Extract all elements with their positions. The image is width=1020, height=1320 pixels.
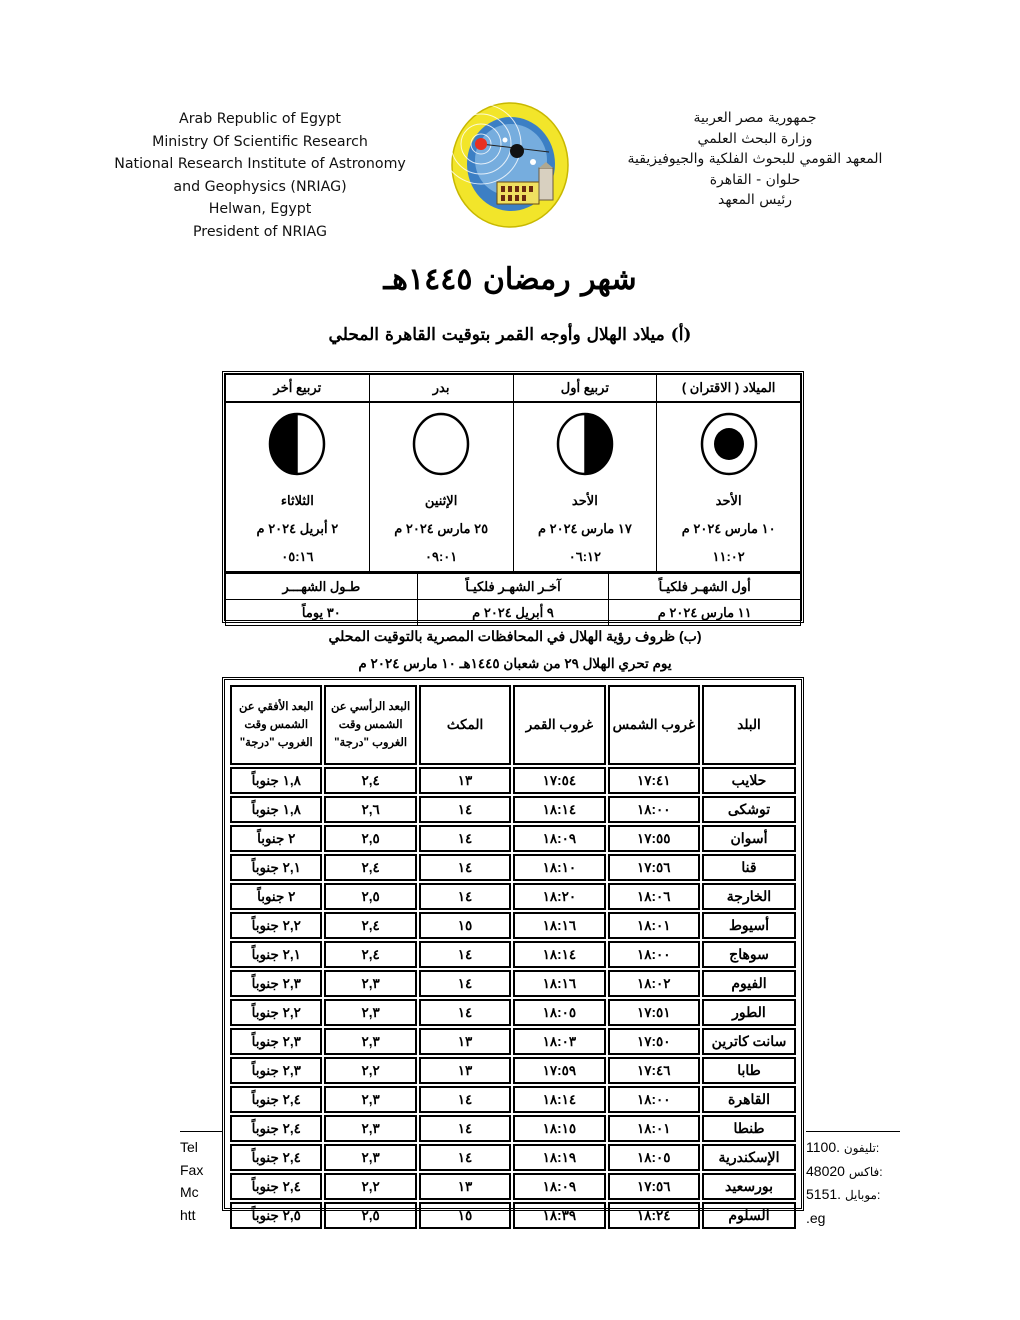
table-row (230, 1202, 796, 1229)
sunset-time: ١٨:٢٤ (608, 1202, 700, 1229)
new-moon-icon (697, 411, 761, 477)
table-row (230, 1028, 796, 1055)
last-quarter-icon (265, 411, 329, 477)
horizontal-distance: ٢,٤ جنوباً (230, 1144, 322, 1171)
sunset-time: ١٧:٥٥ (608, 825, 700, 852)
vertical-distance: ٢,٢ (324, 1173, 416, 1200)
footer-divider (180, 1131, 222, 1132)
horizontal-distance: ٢,٢ جنوباً (230, 912, 322, 939)
moonset-time: ١٨:١٥ (513, 1115, 605, 1142)
moonset-time: ١٨:٠٩ (513, 825, 605, 852)
vertical-distance: ٢,٣ (324, 1028, 416, 1055)
footer-contact-arabic (806, 1136, 883, 1229)
month-info-value: ١١ مارس ٢٠٢٤ م (609, 600, 801, 626)
phase-day: الأحد (513, 487, 657, 515)
sunset-time: ١٨:٠٠ (608, 796, 700, 823)
vertical-distance: ٢,٣ (324, 1144, 416, 1171)
city-name: سانت كاترين (702, 1028, 796, 1055)
crescent-visibility-table (222, 677, 804, 1223)
phase-date: ١٠ مارس ٢٠٢٤ م (657, 515, 801, 543)
vertical-distance: ٢,٥ (324, 1202, 416, 1229)
city-name: الفيوم (702, 970, 796, 997)
month-info-header: أول الشهـر فلكيـاً (609, 573, 801, 600)
letterhead-english (90, 108, 430, 243)
horizontal-distance: ٢,٤ جنوباً (230, 1173, 322, 1200)
moonset-time: ١٨:١٦ (513, 970, 605, 997)
footer-contact-english (180, 1136, 203, 1226)
city-name: قنا (702, 854, 796, 881)
section-b-subtitle: يوم تحري الهلال ٢٩ من شعبان ١٤٤٥هـ ١٠ مارس ٢٠٢٤ م (358, 656, 672, 671)
vertical-distance: ٢,٤ (324, 767, 416, 794)
sunset-time: ١٨:٠٦ (608, 883, 700, 910)
lag-minutes: ١٣ (419, 1173, 511, 1200)
sunset-time: ١٨:٠١ (608, 1115, 700, 1142)
vertical-distance: ٢,٤ (324, 941, 416, 968)
column-header-city: البلد (702, 685, 796, 765)
table-row (230, 1115, 796, 1142)
sunset-time: ١٧:٥٠ (608, 1028, 700, 1055)
moonset-time: ١٨:١٠ (513, 854, 605, 881)
letterhead-line: Ministry Of Scientific Research (152, 133, 368, 150)
phase-day: الإثنين (369, 487, 513, 515)
footer-phone-value: 1100. (806, 1139, 840, 1155)
column-header-vertical-distance: البعد الرأسي عن الشمس وقت الغروب "درجة" (324, 685, 416, 765)
lag-minutes: ١٣ (419, 767, 511, 794)
section-b-title: (ب) ظروف رؤية الهلال في المحافظات المصرية بالتوقيت المحلي (328, 628, 702, 644)
letterhead-line: and Geophysics (NRIAG) (173, 178, 347, 195)
month-info-value: ٣٠ يوماً (226, 600, 418, 626)
footer-mobile-value: 5151. (806, 1186, 842, 1202)
letterhead-line: وزارة البحث العلمي (697, 130, 813, 147)
phase-time: ١١:٠٢ (657, 543, 801, 572)
table-row (230, 912, 796, 939)
horizontal-distance: ٢,٢ جنوباً (230, 999, 322, 1026)
table-row (230, 1057, 796, 1084)
vertical-distance: ٢,٤ (324, 854, 416, 881)
horizontal-distance: ٢,٣ جنوباً (230, 1028, 322, 1055)
footer-divider (806, 1131, 900, 1132)
table-row (230, 999, 796, 1026)
moonset-time: ١٨:١٤ (513, 941, 605, 968)
table-row (230, 854, 796, 881)
lag-minutes: ١٤ (419, 825, 511, 852)
month-info-value: ٩ أبريل ٢٠٢٤ م (417, 600, 609, 626)
letterhead-arabic (590, 108, 920, 211)
city-name: حلايب (702, 767, 796, 794)
moonset-time: ١٨:٠٣ (513, 1028, 605, 1055)
horizontal-distance: ١,٨ جنوباً (230, 796, 322, 823)
horizontal-distance: ٢,١ جنوباً (230, 854, 322, 881)
lag-minutes: ١٤ (419, 1086, 511, 1113)
phase-date: ٢ أبريل ٢٠٢٤ م (226, 515, 370, 543)
month-info-header: طـول الشهـــر (226, 573, 418, 600)
city-name: الطور (702, 999, 796, 1026)
phase-date: ١٧ مارس ٢٠٢٤ م (513, 515, 657, 543)
lag-minutes: ١٤ (419, 854, 511, 881)
moonset-time: ١٨:١٩ (513, 1144, 605, 1171)
lag-minutes: ١٥ (419, 1202, 511, 1229)
horizontal-distance: ٢,٤ جنوباً (230, 1086, 322, 1113)
footer-fax-value: 48020 (806, 1162, 845, 1179)
moonset-time: ١٨:١٦ (513, 912, 605, 939)
nriag-seal-logo-icon (445, 100, 575, 230)
city-name: طنطا (702, 1115, 796, 1142)
horizontal-distance: ٢,٣ جنوباً (230, 1057, 322, 1084)
sunset-time: ١٧:٥١ (608, 999, 700, 1026)
horizontal-distance: ١,٨ جنوباً (230, 767, 322, 794)
sunset-time: ١٧:٤٦ (608, 1057, 700, 1084)
month-info-table (225, 572, 801, 626)
letterhead-line: رئيس المعهد (718, 192, 792, 208)
column-header-moonset: غروب القمر (513, 685, 605, 765)
section-a-title: (أ) ميلاد الهلال وأوجه القمر بتوقيت القاهرة المحلي (328, 325, 692, 345)
phase-name: تربيع أول (513, 375, 657, 403)
sunset-time: ١٨:٠٥ (608, 1144, 700, 1171)
horizontal-distance: ٢,٥ جنوباً (230, 1202, 322, 1229)
lag-minutes: ١٤ (419, 941, 511, 968)
moonset-time: ١٨:٣٩ (513, 1202, 605, 1229)
moonset-time: ١٨:١٤ (513, 1086, 605, 1113)
horizontal-distance: ٢,١ جنوباً (230, 941, 322, 968)
footer-mobile-label-ar: موبايل: (844, 1188, 881, 1202)
sunset-time: ١٨:٠٠ (608, 1086, 700, 1113)
footer-web-value: .eg (806, 1209, 826, 1226)
sunset-time: ١٨:٠١ (608, 912, 700, 939)
phase-day: الثلاثاء (226, 487, 370, 515)
letterhead-line: جمهورية مصر العربية (693, 110, 817, 126)
footer-fax-label: Fax (180, 1161, 204, 1178)
moonset-time: ١٨:٠٩ (513, 1173, 605, 1200)
table-row (230, 941, 796, 968)
sunset-time: ١٧:٥٦ (608, 854, 700, 881)
phase-time: ٠٥:١٦ (226, 543, 370, 572)
table-row (230, 1173, 796, 1200)
vertical-distance: ٢,٣ (324, 970, 416, 997)
first-quarter-cell (513, 402, 657, 487)
column-header-sunset: غروب الشمس (608, 685, 700, 765)
city-name: الخارجة (702, 883, 796, 910)
city-name: السلوم (702, 1202, 796, 1229)
table-row (230, 883, 796, 910)
sunset-time: ١٧:٤١ (608, 767, 700, 794)
lag-minutes: ١٣ (419, 1057, 511, 1084)
sunset-time: ١٧:٥٦ (608, 1173, 700, 1200)
moonset-time: ١٧:٥٤ (513, 767, 605, 794)
table-row (230, 1086, 796, 1113)
vertical-distance: ٢,٣ (324, 1086, 416, 1113)
horizontal-distance: ٢ جنوباً (230, 883, 322, 910)
footer-web-label: htt (180, 1206, 196, 1223)
city-name: القاهرة (702, 1086, 796, 1113)
page-title: شهر رمضان ١٤٤٥هـ (383, 262, 637, 297)
full-moon-icon (409, 411, 473, 477)
letterhead-line: المعهد القومي للبحوث الفلكية والجيوفيزيقية (627, 151, 883, 167)
horizontal-distance: ٢,٣ جنوباً (230, 970, 322, 997)
lag-minutes: ١٥ (419, 912, 511, 939)
month-info-header: آخـر الشهـر فلكيـاً (417, 573, 609, 600)
full-moon-cell (369, 402, 513, 487)
city-name: أسوان (702, 825, 796, 852)
moonset-time: ١٧:٥٩ (513, 1057, 605, 1084)
table-row (230, 767, 796, 794)
footer-tel-label: Tel (180, 1139, 198, 1155)
lag-minutes: ١٤ (419, 883, 511, 910)
table-row (230, 1144, 796, 1171)
last-quarter-cell (226, 402, 370, 487)
sunset-time: ١٨:٠٢ (608, 970, 700, 997)
letterhead-line: National Research Institute of Astronomy (114, 156, 406, 172)
phase-time: ٠٩:٠١ (369, 543, 513, 572)
vertical-distance: ٢,٥ (324, 883, 416, 910)
first-quarter-icon (553, 411, 617, 477)
phase-time: ٠٦:١٢ (513, 543, 657, 572)
letterhead-line: President of NRIAG (193, 223, 327, 240)
moonset-time: ١٨:٢٠ (513, 883, 605, 910)
horizontal-distance: ٢ جنوباً (230, 825, 322, 852)
phase-name: الميلاد ( الاقتران ) (657, 375, 801, 403)
footer-fax-label-ar: فاكس: (848, 1164, 883, 1179)
phase-name: تربيع أخر (226, 375, 370, 403)
letterhead-line: Arab Republic of Egypt (178, 111, 341, 127)
footer-mobile-label: Mc (180, 1184, 199, 1200)
table-row (230, 796, 796, 823)
moonset-time: ١٨:٠٥ (513, 999, 605, 1026)
footer-phone-label: تليفون: (843, 1141, 880, 1155)
vertical-distance: ٢,٣ (324, 1115, 416, 1142)
letterhead-line: حلوان - القاهرة (709, 171, 801, 188)
vertical-distance: ٢,٢ (324, 1057, 416, 1084)
lag-minutes: ١٣ (419, 1028, 511, 1055)
city-name: بورسعيد (702, 1173, 796, 1200)
city-name: توشكى (702, 796, 796, 823)
city-name: أسيوط (702, 912, 796, 939)
lag-minutes: ١٤ (419, 1115, 511, 1142)
phase-date: ٢٥ مارس ٢٠٢٤ م (369, 515, 513, 543)
table-row (230, 970, 796, 997)
city-name: الإسكندرية (702, 1144, 796, 1171)
vertical-distance: ٢,٥ (324, 825, 416, 852)
lag-minutes: ١٤ (419, 970, 511, 997)
city-name: سوهاج (702, 941, 796, 968)
lag-minutes: ١٤ (419, 1144, 511, 1171)
letterhead-line: Helwan, Egypt (208, 201, 312, 217)
phase-name: بدر (369, 375, 513, 403)
new-moon-cell (657, 402, 801, 487)
table-row (230, 825, 796, 852)
moonset-time: ١٨:١٤ (513, 796, 605, 823)
vertical-distance: ٢,٦ (324, 796, 416, 823)
lag-minutes: ١٤ (419, 999, 511, 1026)
column-header-horizontal-distance: البعد الأفقي عن الشمس وقت الغروب "درجة" (230, 685, 322, 765)
vertical-distance: ٢,٤ (324, 912, 416, 939)
phase-day: الأحد (657, 487, 801, 515)
lag-minutes: ١٤ (419, 796, 511, 823)
moon-phases-table (222, 371, 804, 623)
city-name: طابا (702, 1057, 796, 1084)
horizontal-distance: ٢,٤ جنوباً (230, 1115, 322, 1142)
vertical-distance: ٢,٣ (324, 999, 416, 1026)
sunset-time: ١٨:٠٠ (608, 941, 700, 968)
column-header-lag-time: المكث (419, 685, 511, 765)
